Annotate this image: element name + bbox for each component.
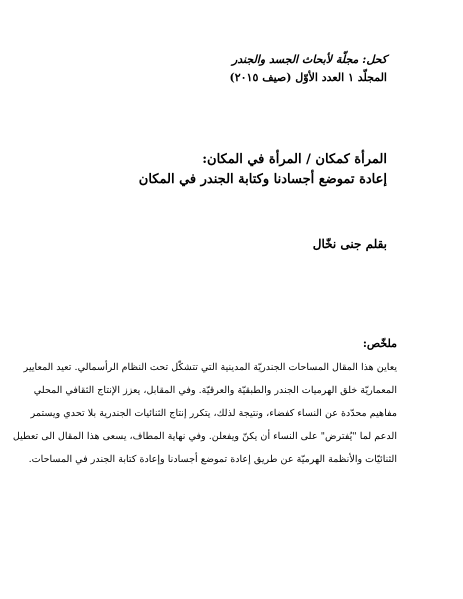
abstract-section [12,336,397,471]
title-line-2: إعادة تموضع أجسادنا وكتابة الجندر في المكان [138,172,387,187]
author-byline: بقلم جنى نخّال [312,237,387,251]
article-title [57,150,387,190]
abstract-line: يعاين هذا المقال المساحات الجندريّة المدينية التي تتشكّل تحت النظام الرأسمالي. تعيد المعايير [23,362,397,373]
journal-name: كحل: مجلّة لأبحاث الجسد والجندر [231,53,387,66]
title-line-1: المرأة كمكان / المرأة في المكان: [202,152,387,167]
abstract-line: الدعم لما "يُفترض" على النساء أن يكنّ ويفعلن. وفي نهاية المطاف، يسعى هذا المقال الى تعطيل [12,431,397,442]
journal-header [67,52,387,85]
abstract-line: المعماريّة خلق الهرميات الجندر والطبقيّة والعرقيّة. وفي المقابل، يعزز الإنتاج الثقافي المحلي [33,385,397,396]
abstract-heading: ملخّص: [362,337,397,350]
abstract-line: مفاهيم محدّدة عن النساء كفضاء، ونتيجة لذلك، يتكرر إنتاج الثنائيات الجندرية بلا تحدي ويستمر [30,408,397,419]
journal-issue: المجلّد ١ العدد الأوّل (صيف ٢٠١٥) [229,71,387,84]
abstract-line: الثنائيّات والأنظمة الهرميّة عن طريق إعادة تموضع أجسادنا وإعادة كتابة الجندر في المساحات. [28,454,397,465]
